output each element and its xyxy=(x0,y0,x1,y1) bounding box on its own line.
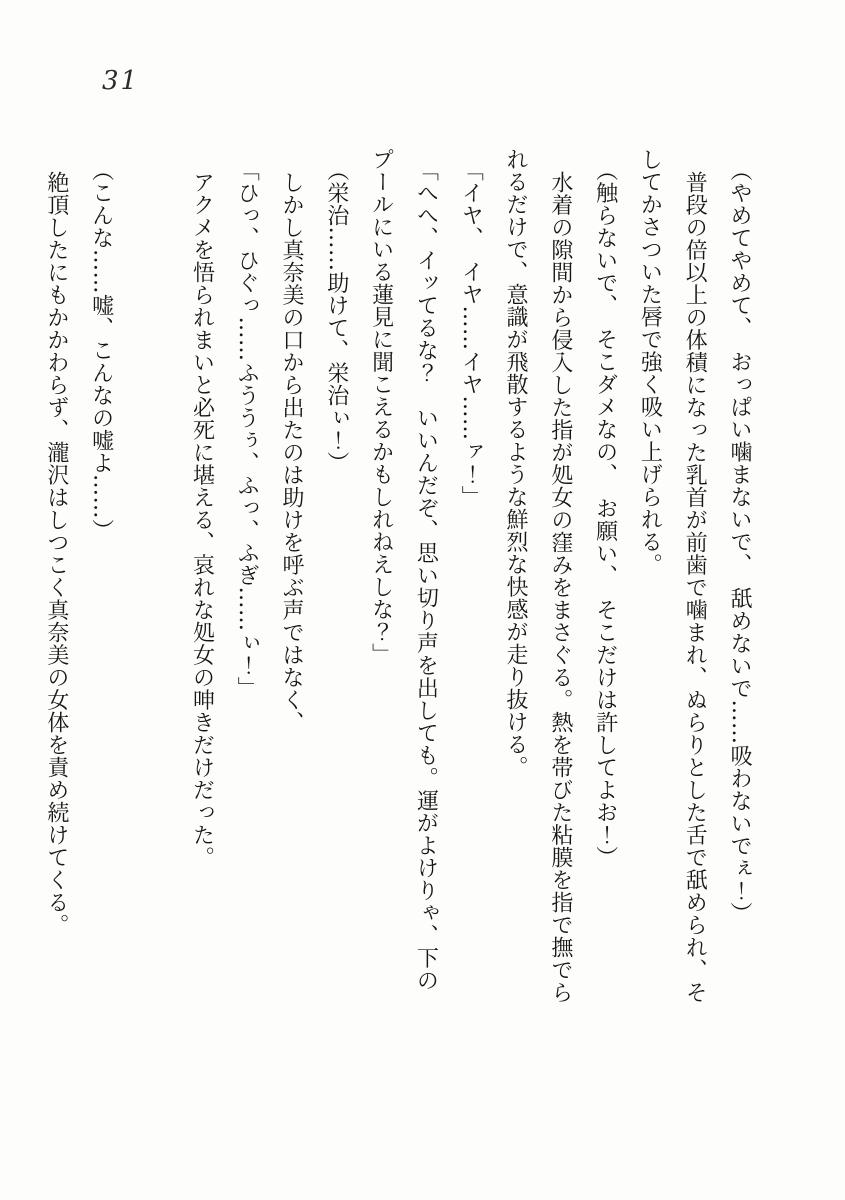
page-number: 31 xyxy=(102,66,140,96)
text-line: 水着の隙間から侵入した指が処女の窪みをまさぐる。熱を帯びた粘膜を指で撫でら xyxy=(547,170,573,1003)
text-line: プールにいる蓮見に聞こえるかもしれねえしな？」 xyxy=(368,148,394,666)
text-line: 普段の倍以上の体積になった乳首が前歯で噛まれ、ぬらりとした舌で舐められ、そ xyxy=(682,170,708,1003)
text-line: れるだけで、意識が飛散するような鮮烈な快感が走り抜ける。 xyxy=(503,148,529,778)
text-line: （こんな……嘘、こんなの嘘よ……） xyxy=(88,159,114,542)
text-line: 「イヤ、 イヤ……イヤ……ァ！」 xyxy=(458,159,484,508)
text-line: アクメを悟られまいと必死に堪える、哀れな処女の呻きだけだった。 xyxy=(189,170,215,868)
text-line: 「へへ、イッてるな？ いいんだぞ、思い切り声を出しても。運がよけりゃ、下の xyxy=(413,159,439,992)
text-block xyxy=(33,148,761,1012)
text-line: しかし真奈美の口から出たのは助けを呼ぶ声ではなく、 xyxy=(279,170,305,733)
text-line: してかさついた唇で強く吸い上げられる。 xyxy=(637,148,663,576)
text-line: （栄治……助けて、栄治ぃ！） xyxy=(323,159,349,474)
text-line: 「ひっ、ひぐっ……ふううぅ、ふっ、ふぎ……ぃ！」 xyxy=(234,159,260,699)
text-line: （やめてやめて、 おっぱい噛まないで、 舐めないで……吸わないでぇ！） xyxy=(727,159,752,925)
text-line: （触らないで、 そこダメなの、 お願い、 そこだけは許してよお！） xyxy=(592,159,618,869)
text-line: 絶頂したにもかかわらず、瀧沢はしつこく真奈美の女体を責め続けてくる。 xyxy=(43,170,69,936)
